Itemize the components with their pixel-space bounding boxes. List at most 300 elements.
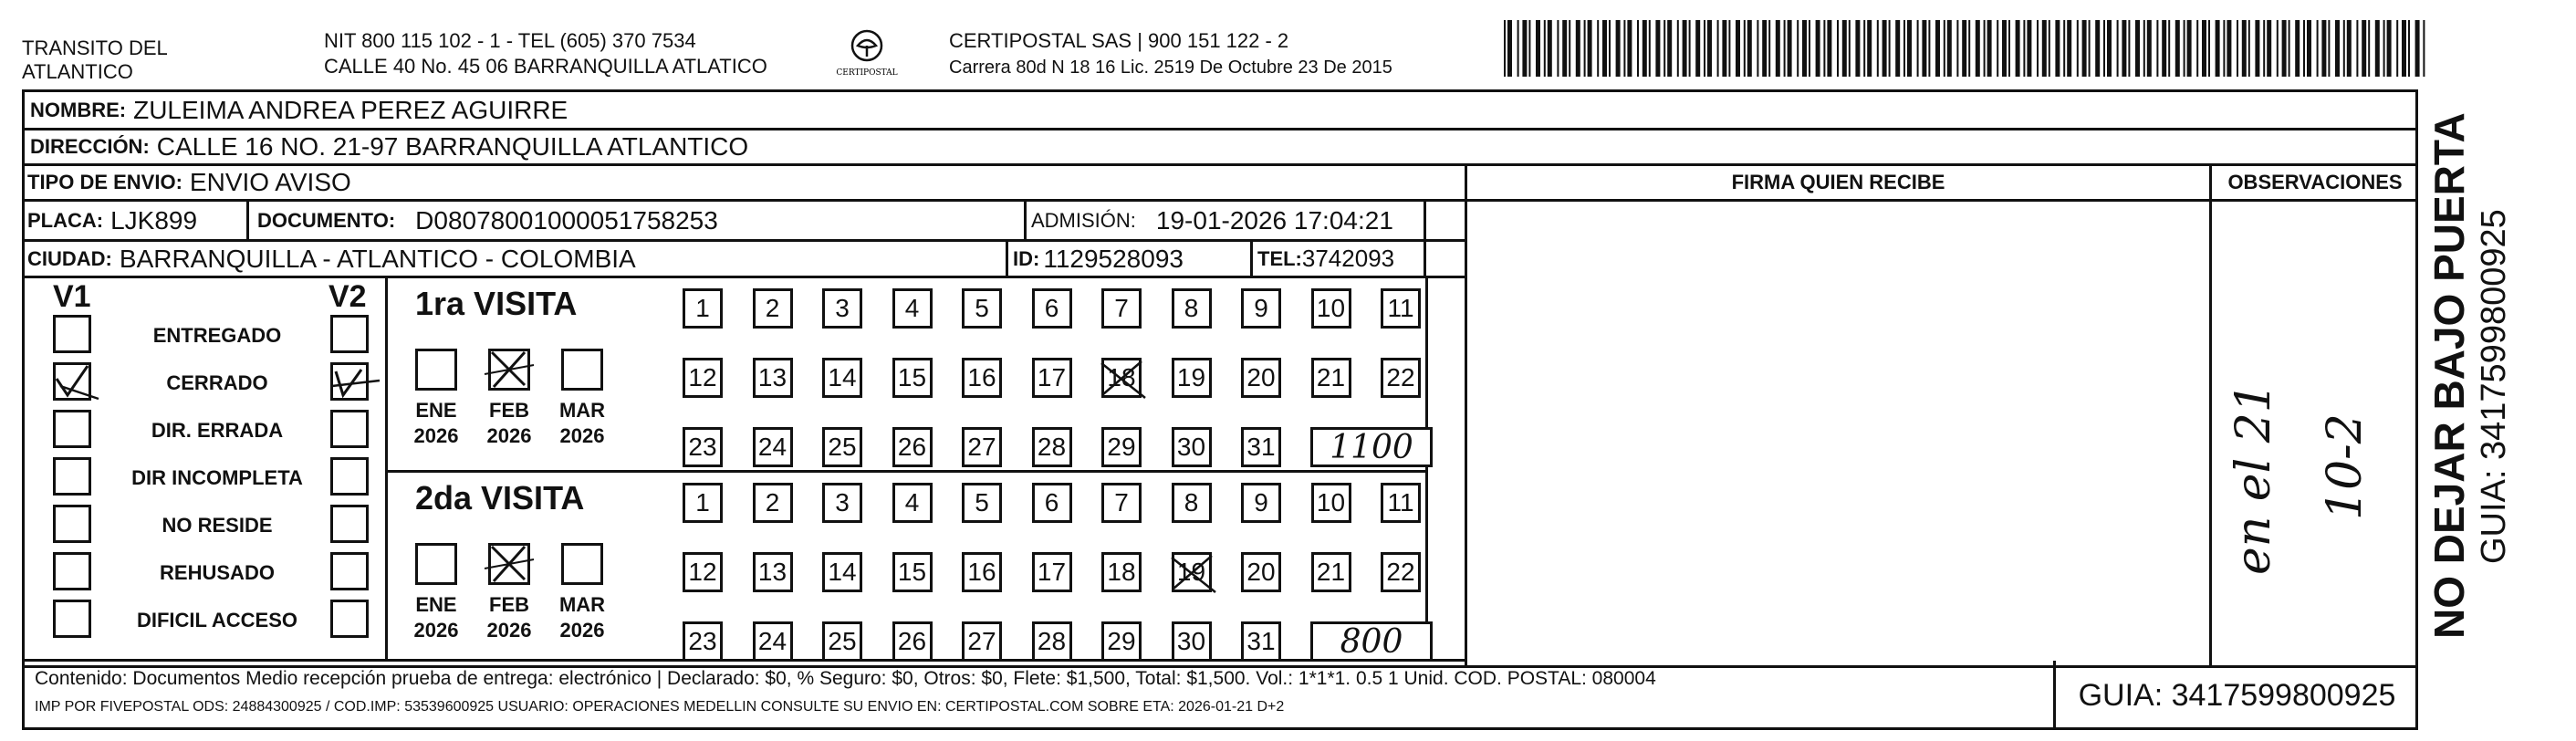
barcode-bar bbox=[2089, 20, 2091, 77]
day-number: 3 bbox=[835, 488, 850, 517]
day-number: 26 bbox=[897, 627, 927, 655]
day-box[interactable] bbox=[962, 358, 1002, 398]
barcode-bar bbox=[1557, 20, 1559, 77]
barcode-bar bbox=[1643, 20, 1647, 77]
day-number: 11 bbox=[1387, 488, 1414, 517]
day-box[interactable] bbox=[1172, 358, 1212, 398]
v2-checkbox[interactable] bbox=[330, 600, 369, 638]
documento-label: DOCUMENTO: bbox=[257, 208, 396, 232]
barcode-bar bbox=[2147, 20, 2152, 77]
status-option-label: ENTREGADO bbox=[152, 324, 282, 347]
day-number: 21 bbox=[1316, 558, 1346, 586]
barcode bbox=[1504, 20, 2430, 77]
sep-visits-right bbox=[1425, 276, 1428, 659]
barcode-bar bbox=[2248, 20, 2250, 77]
status-option-label: DIR INCOMPLETA bbox=[131, 466, 303, 489]
day-box[interactable] bbox=[1032, 358, 1072, 398]
observaciones-note-1: en el 21 bbox=[2227, 382, 2281, 575]
barcode-bar bbox=[2375, 20, 2380, 77]
tel-label: TEL: bbox=[1257, 246, 1302, 270]
barcode-bar bbox=[1935, 20, 1940, 77]
day-number: 28 bbox=[1037, 627, 1067, 655]
day-box[interactable] bbox=[892, 483, 933, 523]
day-box[interactable] bbox=[962, 483, 1002, 523]
day-box[interactable] bbox=[1241, 483, 1281, 523]
barcode-bar bbox=[2387, 20, 2392, 77]
day-box[interactable] bbox=[1101, 358, 1142, 398]
sender-nit: NIT 800 115 102 - 1 - TEL (605) 370 7534 bbox=[324, 29, 696, 52]
day-box[interactable] bbox=[962, 427, 1002, 467]
day-number: 11 bbox=[1387, 294, 1414, 322]
firma-header: FIRMA QUIEN RECIBE bbox=[1731, 171, 1945, 193]
day-number: 6 bbox=[1044, 488, 1059, 517]
month-checkbox[interactable] bbox=[488, 543, 530, 585]
nombre-value: ZULEIMA ANDREA PEREZ AGUIRRE bbox=[133, 95, 568, 124]
barcode-bar bbox=[1968, 20, 1970, 77]
day-box[interactable] bbox=[1381, 288, 1421, 329]
barcode-bar bbox=[1917, 20, 1919, 77]
barcode-bar bbox=[2423, 20, 2425, 77]
day-number: 24 bbox=[757, 433, 787, 461]
barcode-bar bbox=[2317, 20, 2319, 77]
barcode-bar bbox=[2168, 20, 2170, 77]
barcode-bar bbox=[1747, 20, 1752, 77]
day-number: 10 bbox=[1316, 488, 1346, 517]
barcode-bar bbox=[1536, 20, 1540, 77]
day-box[interactable] bbox=[892, 552, 933, 592]
id-value: 1129528093 bbox=[1043, 244, 1184, 273]
day-number: 23 bbox=[688, 433, 717, 461]
day-box[interactable] bbox=[1032, 552, 1072, 592]
visit-title: 2da VISITA bbox=[415, 479, 585, 517]
day-box[interactable] bbox=[822, 483, 862, 523]
barcode-bar bbox=[1797, 20, 1799, 77]
status-option-label: NO RESIDE bbox=[162, 514, 273, 537]
day-number: 13 bbox=[757, 363, 787, 391]
barcode-bar bbox=[2103, 20, 2105, 77]
barcode-bar bbox=[2023, 20, 2025, 77]
day-box[interactable] bbox=[1172, 621, 1212, 662]
courier-name: CERTIPOSTAL SAS | 900 151 122 - 2 bbox=[949, 29, 1289, 52]
v2-checkbox[interactable] bbox=[330, 362, 369, 401]
barcode-bar bbox=[2289, 20, 2290, 77]
barcode-bar bbox=[2037, 20, 2039, 77]
day-box[interactable] bbox=[683, 427, 723, 467]
day-box[interactable] bbox=[753, 358, 793, 398]
day-number: 6 bbox=[1044, 294, 1059, 322]
day-box[interactable] bbox=[753, 288, 793, 329]
barcode-bar bbox=[1867, 20, 1872, 77]
day-box[interactable] bbox=[753, 427, 793, 467]
day-box[interactable] bbox=[1101, 483, 1142, 523]
day-box[interactable] bbox=[1311, 358, 1351, 398]
barcode-bar bbox=[1947, 20, 1952, 77]
day-number: 8 bbox=[1184, 294, 1199, 322]
barcode-bar bbox=[2356, 20, 2358, 77]
month-label: ENE 2026 bbox=[413, 399, 459, 447]
day-box[interactable] bbox=[683, 621, 723, 662]
month-checkbox[interactable] bbox=[561, 349, 603, 391]
day-number: 15 bbox=[897, 363, 927, 391]
barcode-bar bbox=[1928, 20, 1930, 77]
day-number: 30 bbox=[1176, 627, 1206, 655]
day-box[interactable] bbox=[1241, 621, 1281, 662]
v2-checkbox[interactable] bbox=[330, 315, 369, 353]
day-box[interactable] bbox=[1311, 552, 1351, 592]
barcode-bar bbox=[2049, 20, 2050, 77]
barcode-bar bbox=[1683, 20, 1687, 77]
barcode-bar bbox=[2321, 20, 2326, 77]
barcode-bar bbox=[1597, 20, 1599, 77]
id-label: ID: bbox=[1013, 246, 1040, 270]
barcode-bar bbox=[2162, 20, 2166, 77]
day-box[interactable] bbox=[822, 427, 862, 467]
barcode-bar bbox=[2067, 20, 2071, 77]
v2-checkbox[interactable] bbox=[330, 505, 369, 543]
barcode-bar bbox=[1837, 20, 1839, 77]
day-number: 31 bbox=[1246, 433, 1276, 461]
status-option-label: CERRADO bbox=[166, 371, 268, 394]
barcode-bar bbox=[2282, 20, 2287, 77]
tipo-label: TIPO DE ENVIO: bbox=[27, 170, 183, 193]
barcode-bar bbox=[2242, 20, 2247, 77]
barcode-bar bbox=[2216, 20, 2220, 77]
barcode-bar bbox=[2362, 20, 2366, 77]
admision-value: 19-01-2026 17:04:21 bbox=[1155, 205, 1393, 235]
visit-time-box[interactable]: 1100 bbox=[1310, 427, 1433, 467]
barcode-bar bbox=[2187, 20, 2192, 77]
barcode-bar bbox=[1616, 20, 1621, 77]
day-box[interactable] bbox=[1101, 288, 1142, 329]
barcode-bar bbox=[1922, 20, 1926, 77]
sep-visit1-visit2 bbox=[385, 470, 1428, 473]
sep-status-visits bbox=[385, 276, 388, 659]
barcode-bar bbox=[2016, 20, 2020, 77]
barcode-bar bbox=[1744, 20, 1746, 77]
v2-checkbox[interactable] bbox=[330, 457, 369, 496]
day-number: 5 bbox=[975, 488, 989, 517]
certipostal-logo bbox=[830, 27, 903, 84]
day-number: 16 bbox=[967, 363, 996, 391]
day-number: 13 bbox=[757, 558, 787, 586]
barcode-bar bbox=[1728, 20, 1730, 77]
barcode-bar bbox=[2156, 20, 2158, 77]
day-number: 4 bbox=[904, 294, 920, 322]
day-box[interactable] bbox=[1311, 288, 1351, 329]
day-number: 9 bbox=[1254, 488, 1268, 517]
barcode-bar bbox=[1649, 20, 1651, 77]
barcode-bar bbox=[2002, 20, 2007, 77]
barcode-bar bbox=[1882, 20, 1887, 77]
barcode-bar bbox=[2122, 20, 2126, 77]
day-box[interactable] bbox=[1381, 358, 1421, 398]
barcode-bar bbox=[2223, 20, 2225, 77]
sep-documento bbox=[1024, 202, 1027, 239]
divider-observaciones bbox=[2209, 163, 2212, 668]
id-field bbox=[1013, 242, 1184, 276]
day-box[interactable] bbox=[1381, 483, 1421, 523]
day-box[interactable] bbox=[1241, 358, 1281, 398]
day-number: 23 bbox=[688, 627, 717, 655]
side-warning: NO DEJAR BAJO PUERTA bbox=[2425, 112, 2473, 639]
barcode-bar bbox=[1609, 20, 1611, 77]
barcode-bar bbox=[1823, 20, 1825, 77]
barcode-bar bbox=[1776, 20, 1780, 77]
row-nombre bbox=[22, 89, 2418, 130]
status-option-label: REHUSADO bbox=[160, 561, 275, 584]
day-box[interactable] bbox=[822, 288, 862, 329]
barcode-bar bbox=[2415, 20, 2420, 77]
day-number: 5 bbox=[975, 294, 989, 322]
status-option-label: DIFICIL ACCESO bbox=[136, 609, 297, 631]
barcode-bar bbox=[2184, 20, 2185, 77]
barcode-bar bbox=[2295, 20, 2300, 77]
day-box[interactable] bbox=[1241, 427, 1281, 467]
barcode-bar bbox=[1827, 20, 1831, 77]
day-box[interactable] bbox=[962, 621, 1002, 662]
barcode-bar bbox=[1548, 20, 1552, 77]
barcode-bar bbox=[1849, 20, 1851, 77]
day-box[interactable] bbox=[1032, 288, 1072, 329]
day-box[interactable] bbox=[822, 358, 862, 398]
barcode-bar bbox=[1944, 20, 1945, 77]
sep-placa bbox=[246, 202, 249, 239]
day-box[interactable] bbox=[892, 427, 933, 467]
barcode-bar bbox=[1637, 20, 1639, 77]
sep-right-block bbox=[1424, 202, 1426, 278]
svg-text:CERTIPOSTAL: CERTIPOSTAL bbox=[836, 68, 898, 78]
right-header-line bbox=[1465, 199, 2418, 202]
barcode-bar bbox=[2237, 20, 2238, 77]
barcode-bar bbox=[1569, 20, 1570, 77]
barcode-bar bbox=[2303, 20, 2305, 77]
footer-imp: IMP POR FIVEPOSTAL ODS: 24884300925 / COD.IMP: 53539600925 USUARIO: OPERACIONES MEDELLIN CONSULTE SU ENVIO EN: CERTIPOSTAL.COM SOBRE ETA: 2026-01-21 D+2 bbox=[35, 699, 1285, 715]
month-checkbox[interactable] bbox=[488, 349, 530, 391]
day-number: 20 bbox=[1246, 558, 1276, 586]
day-box[interactable] bbox=[1172, 483, 1212, 523]
sep-ciudad bbox=[1006, 242, 1008, 276]
month-label: FEB 2026 bbox=[486, 399, 532, 447]
day-number: 29 bbox=[1107, 627, 1136, 655]
barcode-bar bbox=[1997, 20, 1998, 77]
day-number: 9 bbox=[1254, 294, 1268, 322]
barcode-bar bbox=[2307, 20, 2311, 77]
barcode-bar bbox=[1507, 20, 1512, 77]
barcode-bar bbox=[1588, 20, 1592, 77]
day-box[interactable] bbox=[1101, 552, 1142, 592]
barcode-bar bbox=[2055, 20, 2060, 77]
barcode-bar bbox=[1956, 20, 1958, 77]
barcode-bar bbox=[1517, 20, 1519, 77]
barcode-bar bbox=[2082, 20, 2087, 77]
barcode-bar bbox=[1889, 20, 1891, 77]
barcode-bar bbox=[1707, 20, 1712, 77]
day-number: 26 bbox=[897, 433, 927, 461]
day-box[interactable] bbox=[892, 288, 933, 329]
day-box[interactable] bbox=[1101, 621, 1142, 662]
month-checkbox[interactable] bbox=[561, 543, 603, 585]
v1-label: V1 bbox=[53, 279, 91, 314]
barcode-bar bbox=[1863, 20, 1865, 77]
day-number: 18 bbox=[1107, 558, 1136, 586]
tel-field bbox=[1257, 242, 1394, 276]
barcode-bar bbox=[1895, 20, 1900, 77]
barcode-bar bbox=[2277, 20, 2279, 77]
day-number: 27 bbox=[967, 627, 996, 655]
day-box[interactable] bbox=[892, 621, 933, 662]
day-number: 31 bbox=[1246, 627, 1276, 655]
day-number: 22 bbox=[1386, 363, 1415, 391]
day-mark bbox=[1101, 358, 1147, 403]
day-number: 27 bbox=[967, 433, 996, 461]
day-box[interactable] bbox=[1032, 621, 1072, 662]
placa-label: PLACA: bbox=[27, 208, 104, 232]
day-number: 4 bbox=[904, 488, 920, 517]
documento-value: D08078001000051758253 bbox=[415, 205, 718, 235]
barcode-bar bbox=[1655, 20, 1660, 77]
day-box[interactable] bbox=[683, 288, 723, 329]
barcode-bar bbox=[1802, 20, 1807, 77]
barcode-bar bbox=[2042, 20, 2047, 77]
barcode-bar bbox=[2128, 20, 2130, 77]
barcode-bar bbox=[1987, 20, 1992, 77]
day-box[interactable] bbox=[1172, 288, 1212, 329]
day-box[interactable] bbox=[683, 358, 723, 398]
barcode-bar bbox=[1663, 20, 1665, 77]
v2-label: V2 bbox=[329, 279, 367, 314]
day-number: 8 bbox=[1184, 488, 1199, 517]
barcode-bar bbox=[1623, 20, 1625, 77]
ciudad-value: BARRANQUILLA - ATLANTICO - COLOMBIA bbox=[119, 244, 636, 273]
month-checkbox[interactable] bbox=[415, 543, 457, 585]
sep-id bbox=[1250, 242, 1253, 276]
day-number: 14 bbox=[828, 363, 857, 391]
day-box[interactable] bbox=[1172, 552, 1212, 592]
barcode-bar bbox=[1877, 20, 1879, 77]
day-number: 1 bbox=[695, 488, 710, 517]
barcode-bar bbox=[2077, 20, 2079, 77]
day-box[interactable] bbox=[683, 483, 723, 523]
tipo-envio bbox=[27, 165, 351, 199]
barcode-bar bbox=[1903, 20, 1905, 77]
day-box[interactable] bbox=[892, 358, 933, 398]
barcode-bar bbox=[1544, 20, 1546, 77]
barcode-bar bbox=[1736, 20, 1740, 77]
day-box[interactable] bbox=[1311, 483, 1351, 523]
barcode-bar bbox=[1842, 20, 1847, 77]
day-box[interactable] bbox=[1381, 552, 1421, 592]
placa-value: LJK899 bbox=[110, 205, 198, 235]
day-number: 7 bbox=[1114, 488, 1129, 517]
ciudad-label: CIUDAD: bbox=[27, 246, 112, 270]
month-label: MAR 2026 bbox=[558, 399, 606, 447]
barcode-bar bbox=[2343, 20, 2345, 77]
barcode-bar bbox=[2196, 20, 2198, 77]
barcode-bar bbox=[1576, 20, 1580, 77]
barcode-bar bbox=[2175, 20, 2180, 77]
day-box[interactable] bbox=[822, 552, 862, 592]
barcode-bar bbox=[1809, 20, 1810, 77]
day-box[interactable] bbox=[822, 621, 862, 662]
footer-guia: GUIA: 3417599800925 bbox=[2078, 677, 2396, 713]
barcode-bar bbox=[2328, 20, 2330, 77]
barcode-bar bbox=[2107, 20, 2112, 77]
visit-time-box[interactable]: 800 bbox=[1310, 621, 1433, 662]
barcode-bar bbox=[1528, 20, 1530, 77]
day-number: 22 bbox=[1386, 558, 1415, 586]
day-box[interactable] bbox=[1241, 288, 1281, 329]
day-box[interactable] bbox=[753, 552, 793, 592]
barcode-bar bbox=[2095, 20, 2100, 77]
tipo-value: ENVIO AVISO bbox=[189, 167, 351, 196]
barcode-bar bbox=[2408, 20, 2410, 77]
v2-checkbox[interactable] bbox=[330, 410, 369, 448]
day-number: 12 bbox=[688, 363, 717, 391]
day-number: 28 bbox=[1037, 433, 1067, 461]
day-box[interactable] bbox=[962, 288, 1002, 329]
day-number: 16 bbox=[967, 558, 996, 586]
ciudad bbox=[27, 242, 636, 276]
month-checkbox[interactable] bbox=[415, 349, 457, 391]
barcode-bar bbox=[2263, 20, 2265, 77]
day-number: 17 bbox=[1037, 558, 1067, 586]
status-option-label: DIR. ERRADA bbox=[151, 419, 284, 442]
day-number: 24 bbox=[757, 627, 787, 655]
barcode-bar bbox=[2208, 20, 2210, 77]
day-number: 30 bbox=[1176, 433, 1206, 461]
barcode-bar bbox=[2347, 20, 2352, 77]
day-box[interactable] bbox=[1101, 427, 1142, 467]
barcode-bar bbox=[2143, 20, 2145, 77]
day-box[interactable] bbox=[683, 552, 723, 592]
day-box[interactable] bbox=[753, 483, 793, 523]
day-box[interactable] bbox=[1172, 427, 1212, 467]
v2-checkbox[interactable] bbox=[330, 552, 369, 590]
barcode-bar bbox=[1757, 20, 1758, 77]
day-box[interactable] bbox=[1032, 483, 1072, 523]
barcode-bar bbox=[1562, 20, 1567, 77]
day-number: 10 bbox=[1316, 294, 1346, 322]
barcode-bar bbox=[1667, 20, 1672, 77]
day-number: 2 bbox=[765, 294, 780, 322]
barcode-bar bbox=[1689, 20, 1691, 77]
barcode-bar bbox=[2335, 20, 2340, 77]
sender-company: TRANSITO DEL ATLANTICO bbox=[22, 37, 168, 83]
day-number: 18 bbox=[1107, 363, 1136, 391]
barcode-bar bbox=[1695, 20, 1700, 77]
barcode-bar bbox=[1984, 20, 1986, 77]
day-box[interactable] bbox=[753, 621, 793, 662]
barcode-bar bbox=[1788, 20, 1792, 77]
day-box[interactable] bbox=[1241, 552, 1281, 592]
row-direccion bbox=[22, 128, 2418, 166]
day-number: 21 bbox=[1316, 363, 1346, 391]
barcode-bar bbox=[1762, 20, 1767, 77]
day-number: 19 bbox=[1176, 363, 1206, 391]
day-number: 25 bbox=[828, 627, 857, 655]
barcode-bar bbox=[2135, 20, 2140, 77]
day-number: 29 bbox=[1107, 433, 1136, 461]
day-number: 2 bbox=[765, 488, 780, 517]
day-box[interactable] bbox=[1032, 427, 1072, 467]
day-number: 1 bbox=[695, 294, 710, 322]
barcode-bar bbox=[2255, 20, 2259, 77]
day-box[interactable] bbox=[962, 552, 1002, 592]
day-number: 25 bbox=[828, 433, 857, 461]
admision-label: ADMISIÓN: bbox=[1031, 208, 1136, 232]
courier-license: Carrera 80d N 18 16 Lic. 2519 De Octubre 23 De 2015 bbox=[949, 57, 1392, 78]
day-number: 14 bbox=[828, 558, 857, 586]
